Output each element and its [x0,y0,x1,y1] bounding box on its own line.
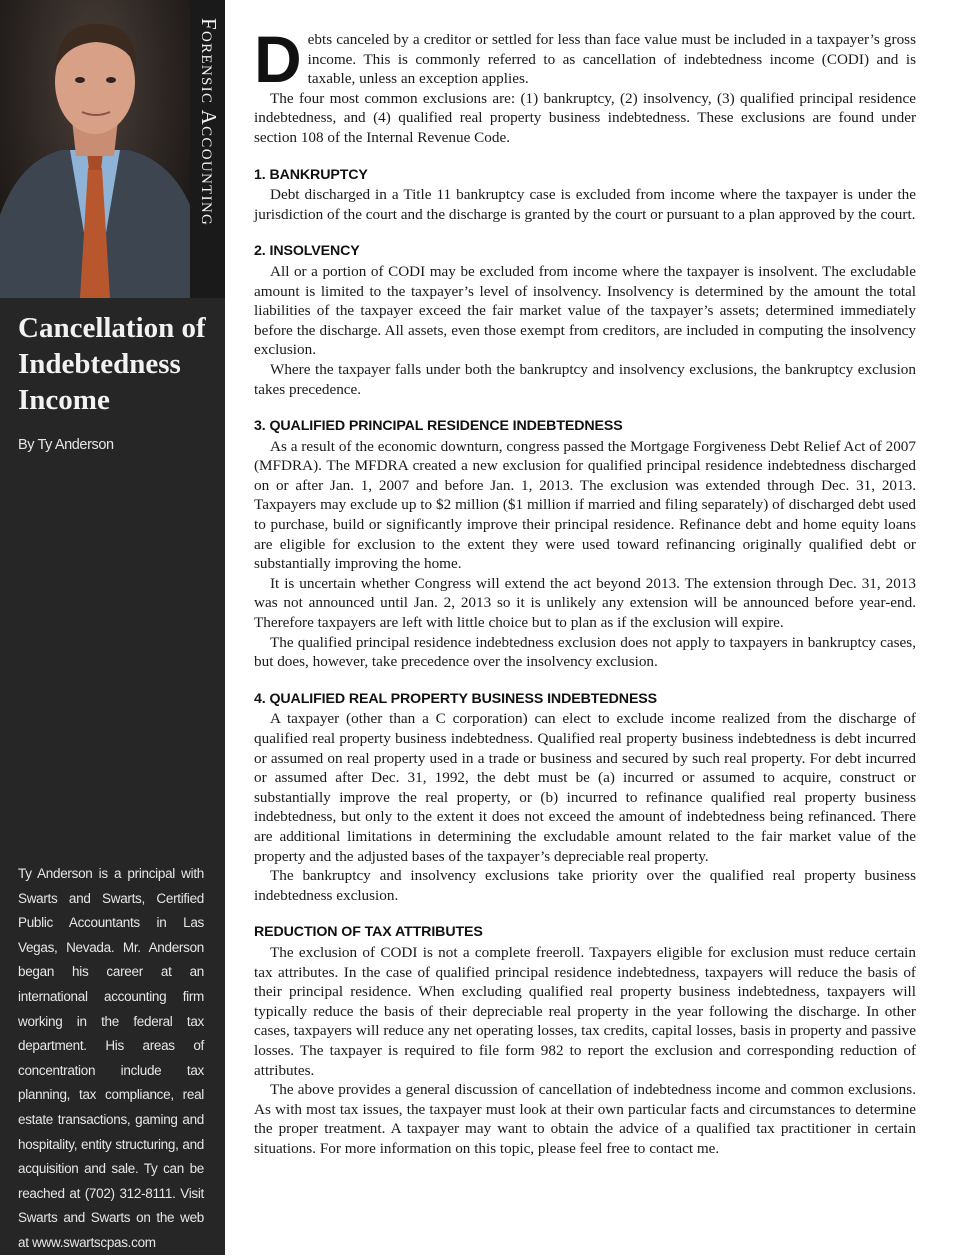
paragraph: As a result of the economic downturn, congress passed the Mortgage Forgiveness Debt Relief Act of 2007 (MFDRA). The MFDRA created a new exclusion for qualified principal residence indebtedness discharged on or after Jan. 1, 2007 and before Jan. 1, 2013. The exclusion was extended through Dec. 31, 2013. Taxpayers may exclude up to $2 million ($1 million if married and filing separately) of discharged debt used to purchase, build or significantly improve their principal residence. Refinance debt and home equity loans are eligible for exclusion to the extent they were used toward refinancing originally qualified debt or substantially improving the home. [254,437,916,573]
paragraph: Where the taxpayer falls under both the bankruptcy and insolvency exclusions, the bankruptcy exclusion takes precedence. [254,360,916,398]
section-label: Forensic Accounting [197,18,221,227]
intro-paragraph-2: The four most common exclusions are: (1) bankruptcy, (2) insolvency, (3) qualified principal residence indebtedness, and (4) qualified real property business indebtedness. These exclusions are found under section 108 of the Internal Revenue Code. [254,89,916,146]
section-heading-bankruptcy: 1. BANKRUPTCY [254,166,368,183]
section-heading-insolvency: 2. INSOLVENCY [254,243,360,260]
paragraph: The exclusion of CODI is not a complete freeroll. Taxpayers eligible for exclusion must reduce certain tax attributes. In the case of qualified principal residence indebtedness, taxpayers will reduce the basis of their principal residence. When excluding qualified real property business indebtedness, taxpayers will typically reduce the basis of their depreciable real property in the year following the discharge. In other cases, taxpayers will reduce any net operating losses, tax credits, capital losses, basis in property and passive losses. The taxpayer is required to file form 982 to report the exclusion and corresponding reduction of attributes. [254,943,916,1079]
byline: By Ty Anderson [18,437,114,453]
article-body [254,22,916,1158]
section-heading-tax-attributes: REDUCTION OF TAX ATTRIBUTES [254,924,483,941]
paragraph: The qualified principal residence indebtedness exclusion does not apply to taxpayers in bankruptcy cases, but does, however, take precedence over the insolvency exclusion. [254,633,916,671]
author-bio: Ty Anderson is a principal with Swarts and Swarts, Certified Public Accountants in Las Vegas, Nevada. Mr. Anderson began his career at an international accounting firm working in the federal tax department. His areas of concentration include tax planning, tax compliance, real estate transactions, gaming and hospitality, entity structuring, and acquisition and sale. Ty can be reached at (702) 312-8111. Visit Swarts and Swarts on the web at www.swartscpas.com [18,866,204,1250]
paragraph: It is uncertain whether Congress will extend the act beyond 2013. The extension through Dec. 31, 2013 was not announced until Jan. 2, 2013 so it is unlikely any extension will be announced before year-end. Therefore taxpayers are left with little choice but to plan as if the exclusion will expire. [254,574,916,632]
paragraph: The bankruptcy and insolvency exclusions take priority over the qualified real property business indebtedness exclusion. [254,867,916,904]
paragraph: All or a portion of CODI may be excluded from income where the taxpayer is insolvent. The excludable amount is limited to the taxpayer’s level of insolvency. Insolvency is determined by the amount the total liabilities of the taxpayer exceed the fair market value of the taxpayer’s assets; determined immediately before the discharge. All assets, even those exempt from creditors, are included in computing the insolvency exclusion. [254,262,916,359]
section-label-band [190,0,225,298]
paragraph: A taxpayer (other than a C corporation) can elect to exclude income realized from the discharge of qualified real property business indebtedness. Qualified real property business indebtedness is debt incurred or assumed on real property used in a trade or business and secured by such real property. For debt incurred or assumed after Dec. 31, 1992, the debt must be (a) incurred or assumed to acquire, construct or substantially improve the real property, or (b) incurred to refinance qualified real property business indebtedness, but only to the extent it does not exceed the amount of indebtedness being refinanced. There are additional limitations in determining the excludable amount related to the fair market value of the property and the adjusted bases of the taxpayer’s depreciable real property. [254,710,916,865]
intro-paragraph [254,22,916,96]
drop-cap: D [254,22,302,96]
author-photo [0,0,190,298]
article-title: Cancellation of Indebtedness Income [18,312,206,416]
section-heading-principal-residence: 3. QUALIFIED PRINCIPAL RESIDENCE INDEBTEDNESS [254,418,623,435]
intro-text: ebts canceled by a creditor or settled for less than face value must be included in a taxpayer’s gross income. This is commonly referred to as cancellation of indebtedness income (CODI) and is taxable, unless an exception applies. [307,31,916,88]
sidebar [0,0,225,1255]
section-heading-real-property: 4. QUALIFIED REAL PROPERTY BUSINESS INDEBTEDNESS [254,690,658,707]
paragraph: The above provides a general discussion of cancellation of indebtedness income and common exclusions. As with most tax issues, the taxpayer must look at their own particular facts and circumstances to determine the proper treatment. A taxpayer may want to obtain the advice of a qualified tax practitioner in certain situations. For more information on this topic, please feel free to contact me. [254,1081,916,1157]
paragraph: Debt discharged in a Title 11 bankruptcy case is excluded from income where the taxpayer is under the jurisdiction of the court and the discharge is granted by the court or pursuant to a plan approved by the court. [254,186,916,223]
